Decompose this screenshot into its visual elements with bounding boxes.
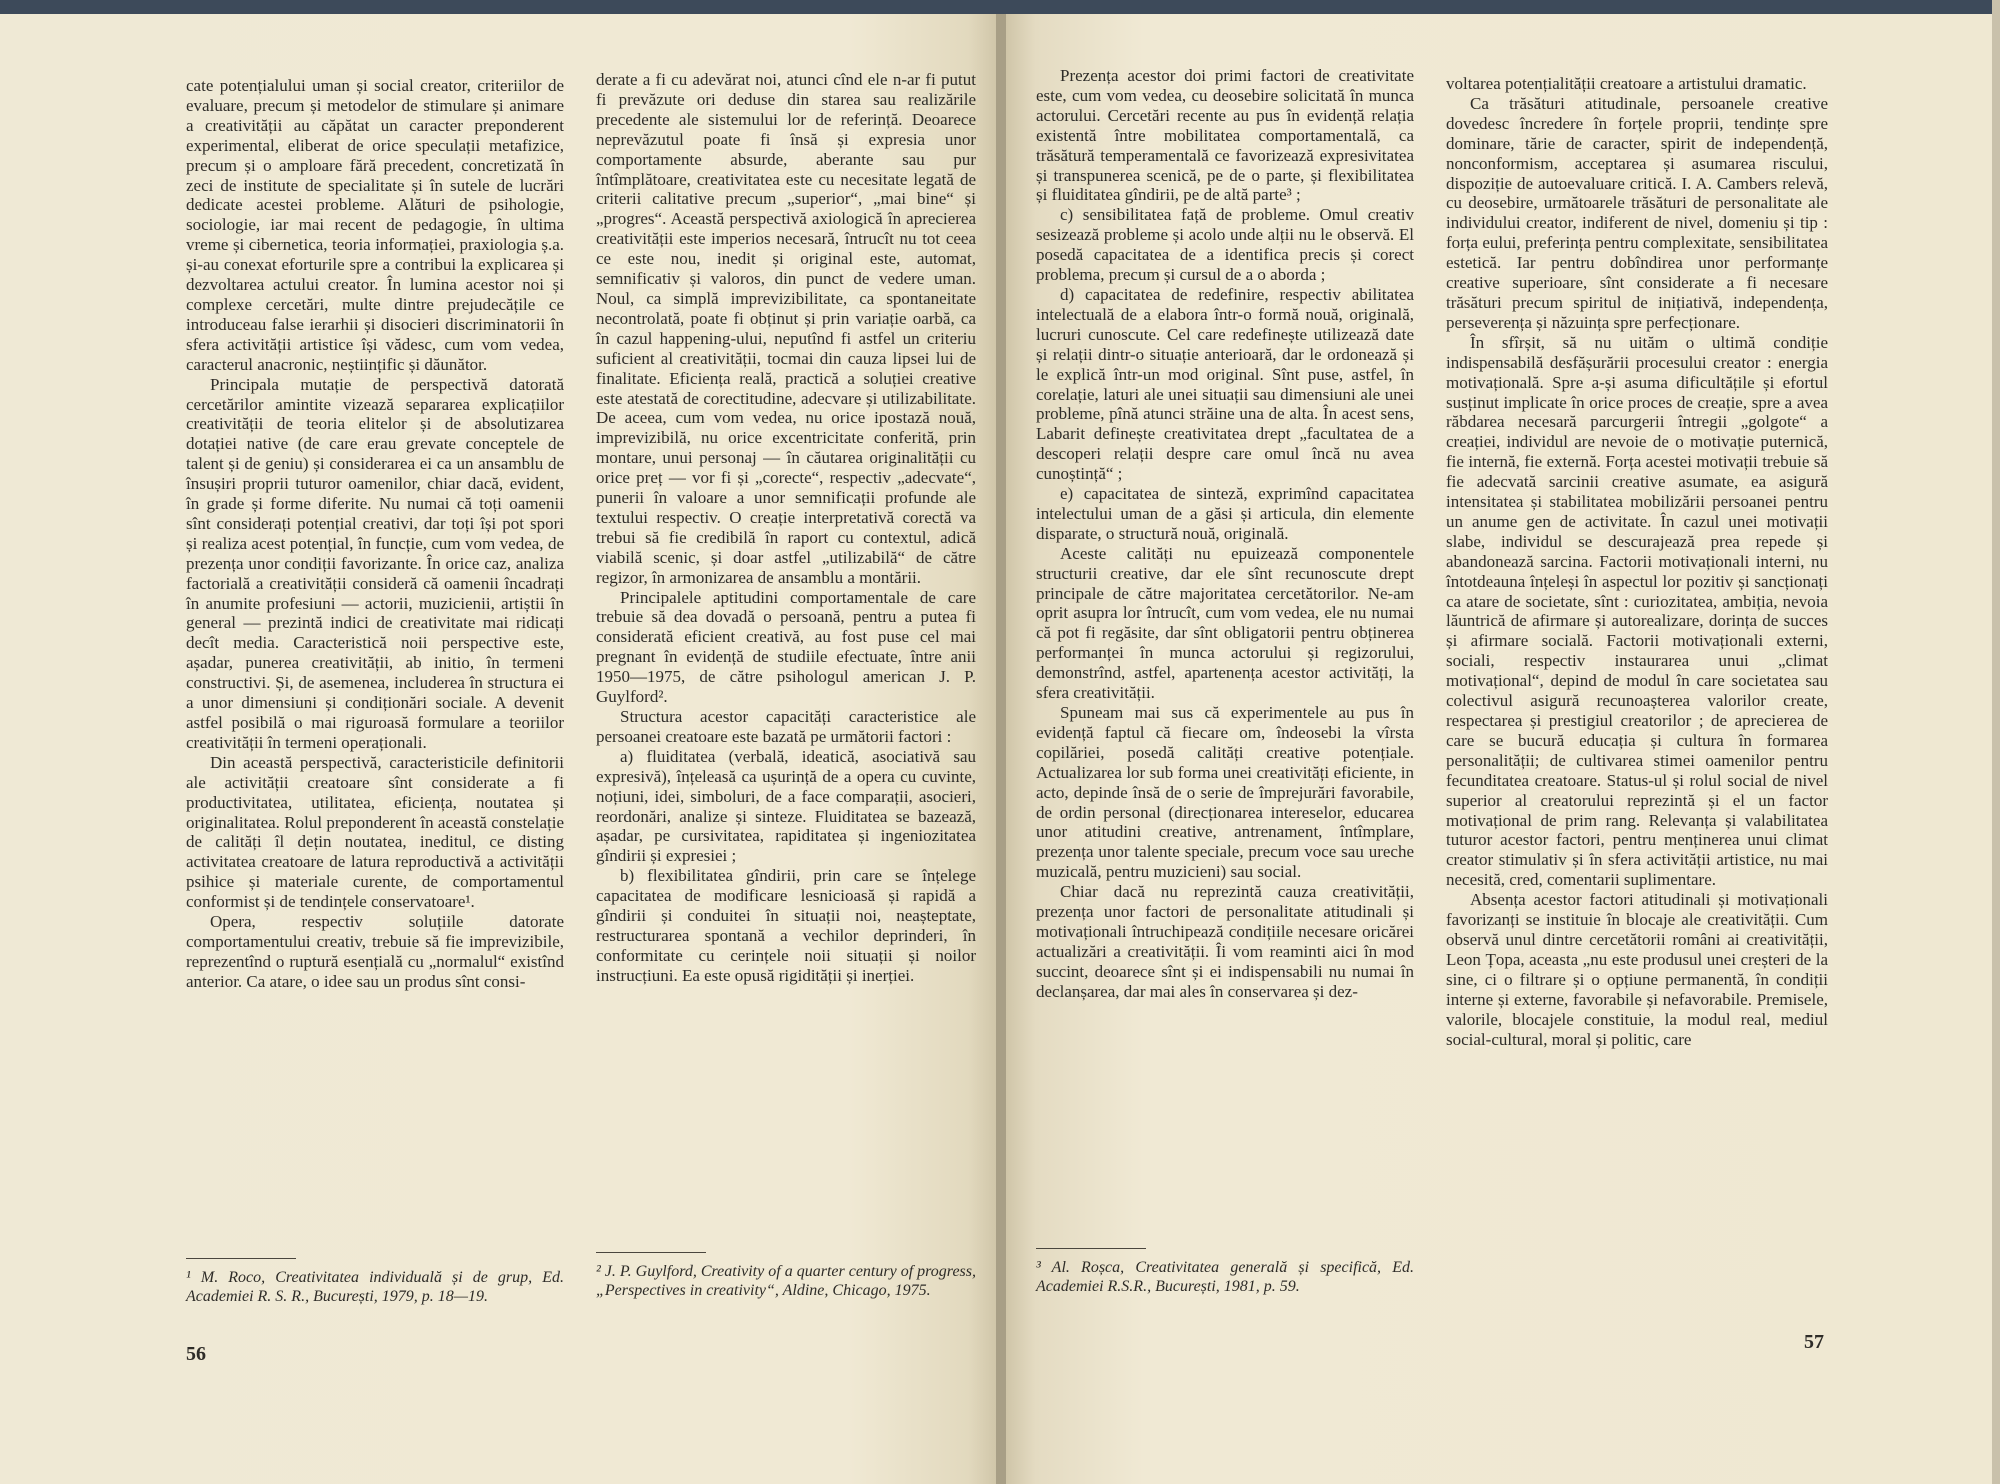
right-column-1 — [1036, 66, 1414, 1002]
paragraph: voltarea potențialității creatoare a artistului dramatic. — [1446, 74, 1807, 93]
paragraph: cate potențialului uman și social creator, criteriilor de evaluare, precum și metodelor de stimulare și animare a creativității au căpătat un caracter preponderent experimental, eliberat de orice speculații metafizice, precum și o amploare fără precedent, concretizată în zeci de institute de specialitate și în sutele de lucrări dedicate acestei probleme. Alături de psihologie, sociologie, iar mai recent de pedagogie, în ultima vreme și cibernetica, teoria informației, praxiologia ș.a. și-au conexat eforturile spre a contribui la explicarea și dezvoltarea actului creator. În lumina acestor noi și complexe cercetări, multe dintre prejudecățile ce introduceau false ierarhii și disocieri discriminatorii în sfera activității artistice își vădesc, cum vom vedea, caracterul anacronic, neștiințific și dăunător. — [186, 76, 564, 374]
right-page — [1006, 14, 1992, 1484]
paragraph: Principala mutație de perspectivă datorată cercetărilor amintite vizează separarea explicațiilor creativității de teoria elitelor și de absolutizarea dotației native (de care erau grevate conceptele de talent și de geniu) și considerarea ei ca un ansamblu de însușiri proprii tuturor oamenilor, chiar dacă, evident, în grade și forme diferite. Nu numai că toți oamenii sînt considerați potențial creativi, dar toți își pot spori și realiza acest potențial, în funcție, cum vom vedea, de prezența unor condiții favorizante. În orice caz, analiza factorială a creativității consideră că oamenii încadrați în anumite profesiuni — actorii, muzicienii, artiștii în general — prezintă indici de creativitate mai ridicați decît media. Caracteristică noii perspective este, așadar, punerea creativității, ab initio, în termeni constructivi. Și, de asemenea, includerea în structura ei a unor dimensiuni și condiționări sociale. A devenit astfel posibilă o mai riguroasă formulare a teoriilor creativității în termeni operaționali. — [186, 374, 564, 752]
paragraph: c) sensibilitatea față de probleme. Omul creativ sesizează probleme și acolo unde alții nu le observă. El posedă capacitatea de a identifica precis și corect problema, precum și cursul de a o aborda ; — [1036, 205, 1414, 285]
footnote-3 — [1036, 1258, 1414, 1296]
paragraph: b) flexibilitatea gîndirii, prin care se înțelege capacitatea de modificare lesnicioasă și rapidă a gîndirii și conduitei în situații noi, neașteptate, restructurarea spontană a vechilor deprinderi, în conformitate cu cerințele noii situații și noilor instrucțiuni. Ea este opusă rigidității și inerției. — [596, 866, 976, 985]
footnote-2 — [596, 1262, 976, 1300]
page-number-right: 57 — [1804, 1331, 1824, 1353]
footnote-rule — [596, 1252, 706, 1253]
paragraph: e) capacitatea de sinteză, exprimînd capacitatea intelectului uman de a găsi și articula, din elemente disparate, o structură nouă, originală. — [1036, 484, 1414, 543]
paragraph: d) capacitatea de redefinire, respectiv abilitatea intelectuală de a elabora într-o formă nouă, originală, lucruri cunoscute. Cel care redefinește utilizează date și relații dintr-o situație anterioară, dar le ordonează și le explică într-un mod original. Sînt puse, astfel, în corelație, laturi ale unei situații sau dimensiuni ale unei probleme, pînă atunci străine una de alta. În acest sens, Labarit definește creativitatea drept „facultatea de a descoperi relații despre care omul încă nu avea cunoștință“ ; — [1036, 284, 1414, 484]
page-number-left: 56 — [186, 1343, 206, 1365]
paragraph: Opera, respectiv soluțiile datorate comportamentului creativ, trebuie să fie imprevizibile, reprezentînd o ruptură esențială cu „normalul“ existînd anterior. Ca atare, o idee sau un produs sînt consi- — [186, 912, 564, 991]
left-column-1 — [186, 76, 564, 992]
footnote-1 — [186, 1268, 564, 1306]
paragraph: Spuneam mai sus că experimentele au pus în evidență faptul că fiecare om, îndeosebi la vîrsta copilăriei, posedă calități creative potențiale. Actualizarea lor sub forma unei creativități eficiente, in acto, depinde însă de o serie de împrejurări favorabile, de ordin personal (direcționarea intereselor, educarea unor atitudini creative, antrenament, întîmplare, prezența unor talente speciale, precum voce sau ureche muzicală, pentru muzicieni) sau social. — [1036, 703, 1414, 882]
paragraph: a) fluiditatea (verbală, ideatică, asociativă sau expresivă), înțeleasă ca ușurință de a opera cu cuvinte, noțiuni, idei, simboluri, de a face comparații, asocieri, reordonări, analize și sinteze. Fluiditatea se bazează, așadar, pe cursivitatea, rapiditatea și ingeniozitatea gîndirii și expresiei ; — [596, 746, 976, 866]
right-column-2 — [1446, 74, 1828, 1049]
footnote-rule — [1036, 1248, 1146, 1249]
paragraph: derate a fi cu adevărat noi, atunci cînd ele n-ar fi putut fi prevăzute ori deduse din starea sau realizările precedente ale sistemului lor de referință. Deoarece neprevăzutul poate fi însă și expresia unor comportamente absurde, aberante sau pur întîmplătoare, creativitatea este cu necesitate legată de criterii calitative precum „superior“, „mai bine“ și „progres“. Această perspectivă axiologică în aprecierea creativității este imperios necesară, întrucît nu tot ceea ce este nou, inedit și original este, automat, semnificativ și valoros, din punct de vedere uman. Noul, ca simplă imprevizibilitate, ca spontaneitate necontrolată, poate fi obținut și prin variație oarbă, ca în cazul happening-ului, neputînd fi astfel un criteriu suficient al creativității, tocmai din cauza lipsei lui de finalitate. Eficiența reală, practică a soluției creative este atestată de corectitudine, adecvare și utilizabilitate. De aceea, cum vom vedea, nu orice ipostază nouă, imprevizibilă, nu orice excentricitate conferită, prin montare, unui personaj — în căutarea originalității cu orice preț — vor fi și „corecte“, respectiv „adecvate“, punerii în valoare a unor semnificații profunde ale textului respectiv. O creație interpretativă corectă va trebui să fie credibilă în raport cu contextul, adică viabilă scenic, și doar astfel „utilizabilă“ de către regizor, în armonizarea de ansamblu a montării. — [596, 70, 976, 587]
paragraph: Ca trăsături atitudinale, persoanele creative dovedesc încredere în forțele proprii, tendințe spre dominare, tărie de caracter, spirit de independență, nonconformism, acceptarea și asumarea riscului, dispoziție de autoevaluare critică. I. A. Cambers relevă, cu deosebire, următoarele trăsături de personalitate ale individului creator, indiferent de nivel, domeniu și tip : forța eului, preferința pentru complexitate, sensibilitatea estetică. Iar pentru dobîndirea unor performanțe creative superioare, sînt considerate a fi necesare trăsături precum spiritul de inițiativă, independența, perseverența și năzuința spre perfecționare. — [1446, 93, 1828, 332]
left-column-2 — [596, 70, 976, 986]
paragraph: Din această perspectivă, caracteristicile definitorii ale activității creatoare sînt considerate a fi productivitatea, utilitatea, eficiența, noutatea și originalitatea. Rolul preponderent în această constelație de calități îl dețin noutatea, ineditul, ce disting activitatea creatoare de latura reproductivă a activității psihice și materiale curente, de comportamentul conformist și de tendințele conservatoare¹. — [186, 752, 564, 912]
paragraph: Prezența acestor doi primi factori de creativitate este, cum vom vedea, cu deosebire solicitată în munca actorului. Cercetări recente au pus în evidență relația existentă între mobilitatea comportamentală, ca trăsătură temperamentală ce favorizează expresivitatea și transpunerea scenică, pe de o parte, și flexibilitatea și fluiditatea gîndirii, pe de altă parte³ ; — [1036, 66, 1414, 205]
left-page — [0, 14, 998, 1484]
paragraph: Absența acestor factori atitudinali și motivaționali favorizanți se instituie în blocaje ale creativității. Cum observă unul dintre cercetătorii români ai creativității, Leon Țopa, aceasta „nu este produsul unei creșteri de la sine, ci o filtrare și o opțiune permanentă, în condiții interne și externe, favorabile și nefavorabile. Premisele, valorile, blocajele constituie, la modul real, mediul social-cultural, moral și politic, care — [1446, 890, 1828, 1049]
paragraph: Chiar dacă nu reprezintă cauza creativității, prezența unor factori de personalitate atitudinali și motivaționali întruchipează condițiile necesare oricărei actualizări a creativității. Îi vom reaminti aici în mod succint, deoarece sînt și ei indispensabili nu numai în declanșarea, dar mai ales în conservarea și dez- — [1036, 882, 1414, 1001]
footnote-2-text: ² J. P. Guylford, Creativity of a quarter century of progress, „Perspectives in creativity“, Aldine, Chicago, 1975. — [596, 1263, 976, 1299]
paragraph: Structura acestor capacități caracteristice ale persoanei creatoare este bazată pe următorii factori : — [596, 707, 976, 746]
paragraph: Principalele aptitudini comportamentale de care trebuie să dea dovadă o persoană, pentru a putea fi considerată eficient creativă, au fost puse cel mai pregnant în evidență de studiile efectuate, între anii 1950—1975, de către psihologul american J. P. Guylford². — [596, 587, 976, 707]
footnote-3-text: ³ Al. Roșca, Creativitatea generală și specifică, Ed. Academiei R.S.R., București, 1981, p. 59. — [1036, 1259, 1414, 1295]
paragraph: Aceste calități nu epuizează componentele structurii creative, dar ele sînt recunoscute drept principale de către majoritatea cercetătorilor. Ne-am oprit asupra lor întrucît, cum vom vedea, ele nu numai că pot fi regăsite, dar sînt obligatorii pentru obținerea performanței în munca actorului și regizorului, demonstrînd, astfel, apartenența acestor activități, la sfera creativității. — [1036, 543, 1414, 703]
paragraph: În sfîrșit, să nu uităm o ultimă condiție indispensabilă desfășurării procesului creator : energia motivațională. Spre a-și asuma dificultățile și efortul susținut implicate în orice proces de creație, spre a avea răbdarea necesară parcurgerii întregii „golgote“ a creației, individul are nevoie de o motivație puternică, fie internă, fie externă. Forța acestei motivații trebuie să fie adecvată sarcinii creative asumate, ea asigură intensitatea și stabilitatea mobilizării persoanei pentru un anume gen de activitate. În cazul unei motivații slabe, individul se descurajează prea repede și abandonează sarcina. Factorii motivaționali interni, nu întotdeauna înțeleși în aspectul lor pozitiv și sancționați ca atare de societate, sînt : curiozitatea, ambiția, nevoia lăuntrică de afirmare și autorealizare, dorința de succes și afirmare socială. Factorii motivaționali externi, sociali, respectiv instaurarea unui „climat motivațional“, depind de modul în care societatea sau colectivul asigură recunoașterea valorilor create, respectarea și prestigiul creatorilor ; de aprecierea de care se bucură educația și cultura în formarea personalității; de cultivarea stimei oamenilor pentru fecunditatea creatoare. Status-ul și rolul social de nivel superior al creatorului reprezintă și el un factor motivațional de prim rang. Relevanța și valabilitatea tuturor acestor factori, pentru menținerea unui climat creator stimulativ și în sfera activității artistice, nu mai necesită, cred, comentarii suplimentare. — [1446, 332, 1828, 890]
footnote-rule — [186, 1258, 296, 1259]
book-edge — [1992, 0, 2000, 1484]
footnote-1-text: ¹ M. Roco, Creativitatea individuală și de grup, Ed. Academiei R. S. R., București, 1979, p. 18—19. — [186, 1269, 564, 1305]
